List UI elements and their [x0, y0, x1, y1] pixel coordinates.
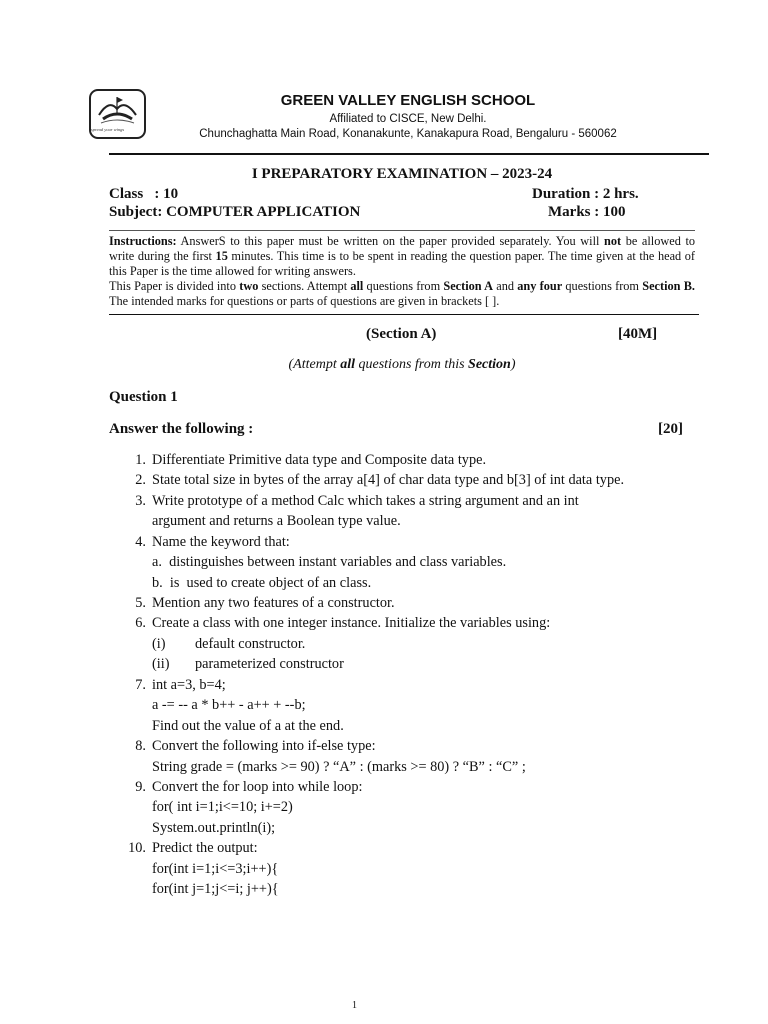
item-text: State total size in bytes of the array a[4] of char data type and b[3] of int data type. — [152, 472, 625, 488]
item-number: 9. — [135, 779, 146, 795]
question-title: Question 1 — [109, 389, 178, 405]
instructions-text: sections. Attempt — [258, 279, 351, 293]
item-text: Differentiate Primitive data type and Composite data type. — [152, 452, 487, 468]
section-note-text: questions from this — [355, 357, 469, 372]
item-text: Convert the following into if-else type: — [152, 738, 376, 754]
item-number: 8. — [135, 738, 146, 754]
instructions-emph: any four — [517, 279, 563, 293]
code-line: for(int j=1;j<=i; j++){ — [152, 881, 279, 897]
item-text: Create a class with one integer instance. Initialize the variables using: — [152, 615, 551, 631]
marks-label: Marks : 100 — [548, 204, 626, 220]
instructions-text: be allowed to write during the first — [109, 234, 696, 263]
instructions-text: AnswerS to this paper must be written on the paper provided separately. You will — [176, 234, 605, 248]
instructions-divider — [109, 314, 699, 315]
header-divider — [109, 153, 709, 155]
duration-label: Duration : 2 hrs. — [532, 186, 639, 202]
section-note-emph: Section — [468, 357, 511, 372]
section-note-emph: all — [340, 357, 355, 372]
class-label: Class : 10 — [109, 186, 179, 202]
item-number: 6. — [135, 615, 146, 631]
code-line: for( int i=1;i<=10; i+=2) — [152, 799, 293, 815]
code-line: System.out.println(i); — [152, 820, 276, 836]
instructions-text: and — [493, 279, 518, 293]
exam-title: I PREPARATORY EXAMINATION – 2023-24 — [251, 166, 553, 182]
section-note-text: ) — [510, 357, 516, 372]
instructions-text: questions from — [363, 279, 444, 293]
instructions-emph: Section B. — [642, 279, 695, 293]
instructions-emph: 15 — [215, 249, 228, 263]
item-text: Predict the output: — [152, 840, 258, 856]
instructions-text: questions from — [562, 279, 643, 293]
question-heading: Answer the following : — [109, 421, 254, 437]
instructions-emph: Section A — [443, 279, 494, 293]
item-continuation: Find out the value of a at the end. — [152, 718, 344, 734]
instructions-emph: all — [350, 279, 364, 293]
sub-item: default constructor. — [195, 636, 306, 652]
page-number: 1 — [352, 1000, 357, 1011]
sub-item: parameterized constructor — [195, 656, 344, 672]
item-text: Convert the for loop into while loop: — [152, 779, 363, 795]
item-text: Mention any two features of a constructor. — [152, 595, 395, 611]
instructions-text: minutes. This time is to be spent in reading the question paper. The time given at the head of this Paper is the time allowed for writing answers. — [109, 249, 696, 278]
section-marks: [40M] — [618, 326, 658, 342]
item-text: Write prototype of a method Calc which takes a string argument and an int — [152, 493, 579, 509]
item-number: 3. — [135, 493, 146, 509]
instructions-block — [109, 234, 695, 309]
instructions-text: The intended marks for questions or parts of questions are given in brackets [ ]. — [109, 294, 500, 308]
item-number: 7. — [135, 677, 146, 693]
subject-label: Subject: COMPUTER APPLICATION — [109, 204, 361, 220]
sub-item: a. distinguishes between instant variables and class variables. — [152, 554, 507, 570]
info-divider — [109, 230, 695, 231]
section-heading: (Section A) — [366, 326, 437, 342]
item-number: 4. — [135, 534, 146, 550]
instructions-lead: Instructions: — [109, 234, 177, 248]
code-line: for(int i=1;i<=3;i++){ — [152, 861, 279, 877]
instructions-emph: not — [604, 234, 622, 248]
question-marks: [20] — [658, 421, 683, 437]
sub-item-label: (i) — [152, 636, 166, 652]
sub-item-label: (ii) — [152, 656, 170, 672]
school-address: Chunchaghatta Main Road, Konanakunte, Kanakapura Road, Bengaluru - 560062 — [199, 128, 617, 140]
item-number: 10. — [128, 840, 146, 856]
section-note-text: (Attempt — [288, 357, 341, 372]
item-text: Name the keyword that: — [152, 534, 290, 550]
item-text: int a=3, b=4; — [152, 677, 226, 693]
affiliation: Affiliated to CISCE, New Delhi. — [329, 113, 487, 125]
item-continuation: argument and returns a Boolean type value. — [152, 513, 401, 529]
logo-motto: spread your wings — [91, 127, 125, 132]
item-number: 2. — [135, 472, 146, 488]
sub-item: b. is used to create object of an class. — [152, 575, 372, 591]
code-line: a -= -- a * b++ - a++ + --b; — [152, 697, 306, 713]
item-number: 1. — [135, 452, 146, 468]
section-note — [109, 357, 695, 373]
instructions-text: This Paper is divided into — [109, 279, 240, 293]
code-line: String grade = (marks >= 90) ? “A” : (marks >= 80) ? “B” : “C” ; — [152, 759, 526, 775]
school-name: GREEN VALLEY ENGLISH SCHOOL — [280, 92, 536, 109]
item-number: 5. — [135, 595, 146, 611]
instructions-emph: two — [239, 279, 259, 293]
